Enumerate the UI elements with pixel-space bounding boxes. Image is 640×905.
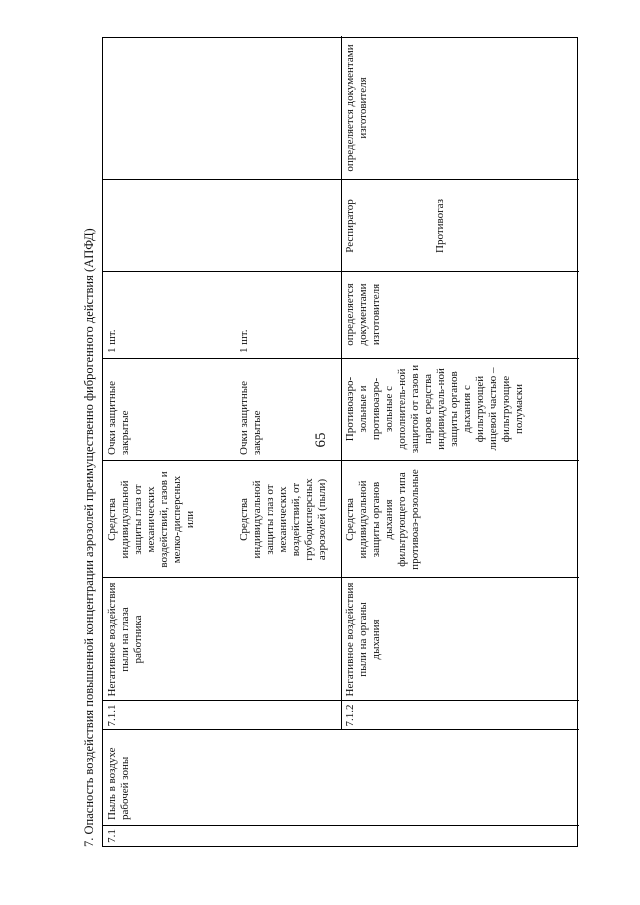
section-title: 7. Опасность воздействия повышенной концентрации аэрозолей преимущественно фиброгенного действия (АПФД) bbox=[82, 228, 96, 847]
means-text: Средства индивидуальной защиты глаз от механических воздействий, от грубодисперсных аэрозолей (пыли) bbox=[238, 478, 328, 561]
page-number: 65 bbox=[312, 432, 329, 448]
qty-text: 1 шт. bbox=[238, 329, 250, 353]
alt-item: Противогаз bbox=[434, 199, 446, 253]
qty-text: 1 шт. bbox=[106, 329, 118, 353]
means-text: Средства индивидуальной защиты глаз от механических воздействий, газов и мелко-дисперсных bbox=[106, 471, 183, 568]
qty-text: определяется документами изготовителя bbox=[344, 283, 382, 346]
note-text: определяется документами изготовителя bbox=[344, 44, 369, 172]
alt-item: Респиратор bbox=[344, 199, 356, 253]
col-divider bbox=[103, 825, 579, 826]
item-text: Противоаэро-зольные и противоаэро-зольные с дополнитель-ной защитой от газов и паров средства индивидуаль-ной защиты органов дыхания с фильтрующей лицевой частью – фильтрующие полумаски bbox=[344, 364, 525, 454]
row-impact: Негативное воздействия пыли на глаза работника bbox=[106, 582, 144, 697]
rotated-table-block bbox=[80, 37, 580, 847]
row-code: 7.1.1 bbox=[106, 704, 118, 727]
item-text: Очки защитные закрытые bbox=[238, 380, 263, 455]
or-label: или bbox=[184, 510, 196, 529]
row-impact: Негативное воздействия пыли на органы дыхания bbox=[344, 582, 382, 697]
hazard-table bbox=[102, 37, 578, 847]
hazard-code: 7.1 bbox=[106, 829, 118, 843]
row-divider bbox=[341, 36, 342, 730]
means-text: Средства индивидуальной защиты органов дыхания фильтрующего типа противоаэ-розольные bbox=[344, 469, 421, 570]
item-text: Очки защитные закрытые bbox=[106, 380, 131, 455]
row-code: 7.1.2 bbox=[344, 704, 356, 727]
hazard-name: Пыль в воздухе рабочей зоны bbox=[106, 747, 131, 820]
